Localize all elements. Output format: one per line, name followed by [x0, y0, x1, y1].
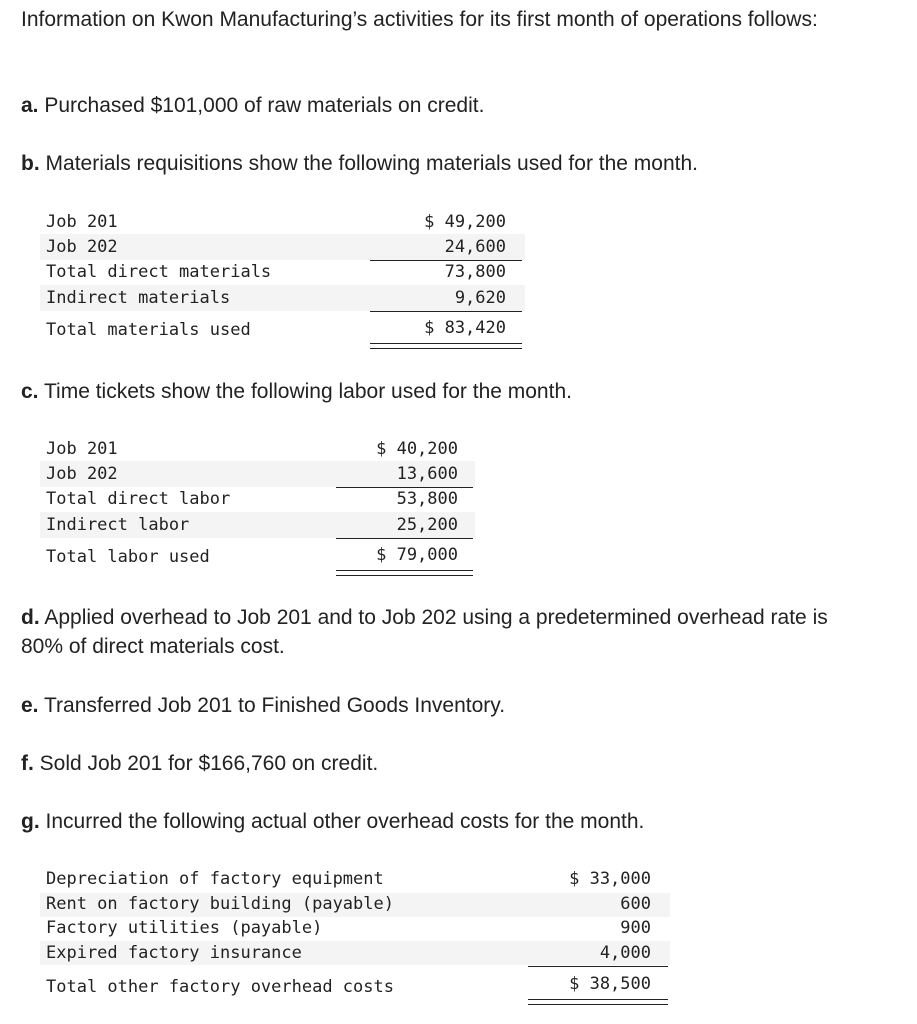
item-d: [21, 603, 851, 661]
item-a-letter: a.: [21, 94, 39, 117]
overhead-row-amount: 4,000: [599, 943, 651, 963]
overhead-row-amount: 900: [620, 918, 651, 938]
materials-row-label: Job 202: [46, 237, 118, 257]
item-e-text: Transferred Job 201 to Finished Goods Inventory.: [43, 694, 506, 717]
item-c: [21, 377, 572, 406]
materials-row-label: Total direct materials: [46, 262, 272, 282]
item-e: [21, 691, 505, 720]
labor-row-label: Job 202: [46, 464, 118, 484]
materials-row-amount: $ 49,200: [424, 212, 506, 232]
overhead-double-rule: [528, 999, 668, 1005]
item-d-text: Applied overhead to Job 201 and to Job 202 using a predetermined overhead rate is 80% of direct materials cost.: [21, 606, 828, 658]
labor-row-amount: 13,600: [396, 464, 458, 484]
labor-row-label: Job 201: [46, 439, 118, 459]
overhead-row-label: Rent on factory building (payable): [46, 894, 394, 914]
overhead-total-label: Total other factory overhead costs: [46, 977, 394, 997]
item-b-text: Materials requisitions show the following materials used for the month.: [45, 152, 698, 175]
intro-paragraph: Information on Kwon Manufacturing’s activities for its first month of operations follows:: [21, 8, 818, 31]
labor-total-label: Total labor used: [46, 547, 210, 567]
labor-row-label: Indirect labor: [46, 515, 190, 535]
materials-double-rule: [370, 343, 522, 349]
materials-row-amount: 24,600: [444, 237, 506, 257]
item-f-letter: f.: [21, 752, 34, 775]
materials-total-amount: $ 83,420: [424, 318, 506, 338]
item-e-letter: e.: [21, 694, 39, 717]
overhead-total-rule: [528, 966, 668, 967]
item-c-text: Time tickets show the following labor used for the month.: [43, 380, 572, 403]
materials-row-amount: 9,620: [454, 288, 506, 308]
labor-row-label: Total direct labor: [46, 489, 231, 509]
item-d-letter: d.: [21, 606, 40, 629]
labor-subtotal-rule: [336, 487, 473, 488]
overhead-row-amount: $ 33,000: [569, 869, 651, 889]
labor-total-amount: $ 79,000: [376, 545, 458, 565]
item-f-text: Sold Job 201 for $166,760 on credit.: [39, 752, 379, 775]
labor-row-amount: 25,200: [396, 515, 458, 535]
labor-row-amount: 53,800: [396, 489, 458, 509]
overhead-row-amount: 600: [620, 894, 651, 914]
overhead-total-amount: $ 38,500: [569, 974, 651, 994]
overhead-row-label: Factory utilities (payable): [46, 918, 323, 938]
item-b: [21, 149, 698, 178]
labor-row-amount: $ 40,200: [376, 439, 458, 459]
overhead-row-label: Expired factory insurance: [46, 943, 302, 963]
item-c-letter: c.: [21, 380, 39, 403]
materials-subtotal-rule: [370, 260, 522, 261]
item-a-text: Purchased $101,000 of raw materials on credit.: [44, 94, 485, 117]
materials-total-rule: [370, 311, 522, 312]
item-b-letter: b.: [21, 152, 40, 175]
materials-row-label: Job 201: [46, 212, 118, 232]
labor-double-rule: [336, 570, 473, 576]
labor-total-rule: [336, 538, 473, 539]
item-a: [21, 91, 484, 120]
item-g: [21, 807, 644, 836]
materials-row-label: Indirect materials: [46, 288, 231, 308]
materials-row-amount: 73,800: [444, 262, 506, 282]
item-g-letter: g.: [21, 810, 40, 833]
item-g-text: Incurred the following actual other overhead costs for the month.: [45, 810, 645, 833]
overhead-row-label: Depreciation of factory equipment: [46, 869, 384, 889]
materials-total-label: Total materials used: [46, 320, 251, 340]
item-f: [21, 749, 378, 778]
